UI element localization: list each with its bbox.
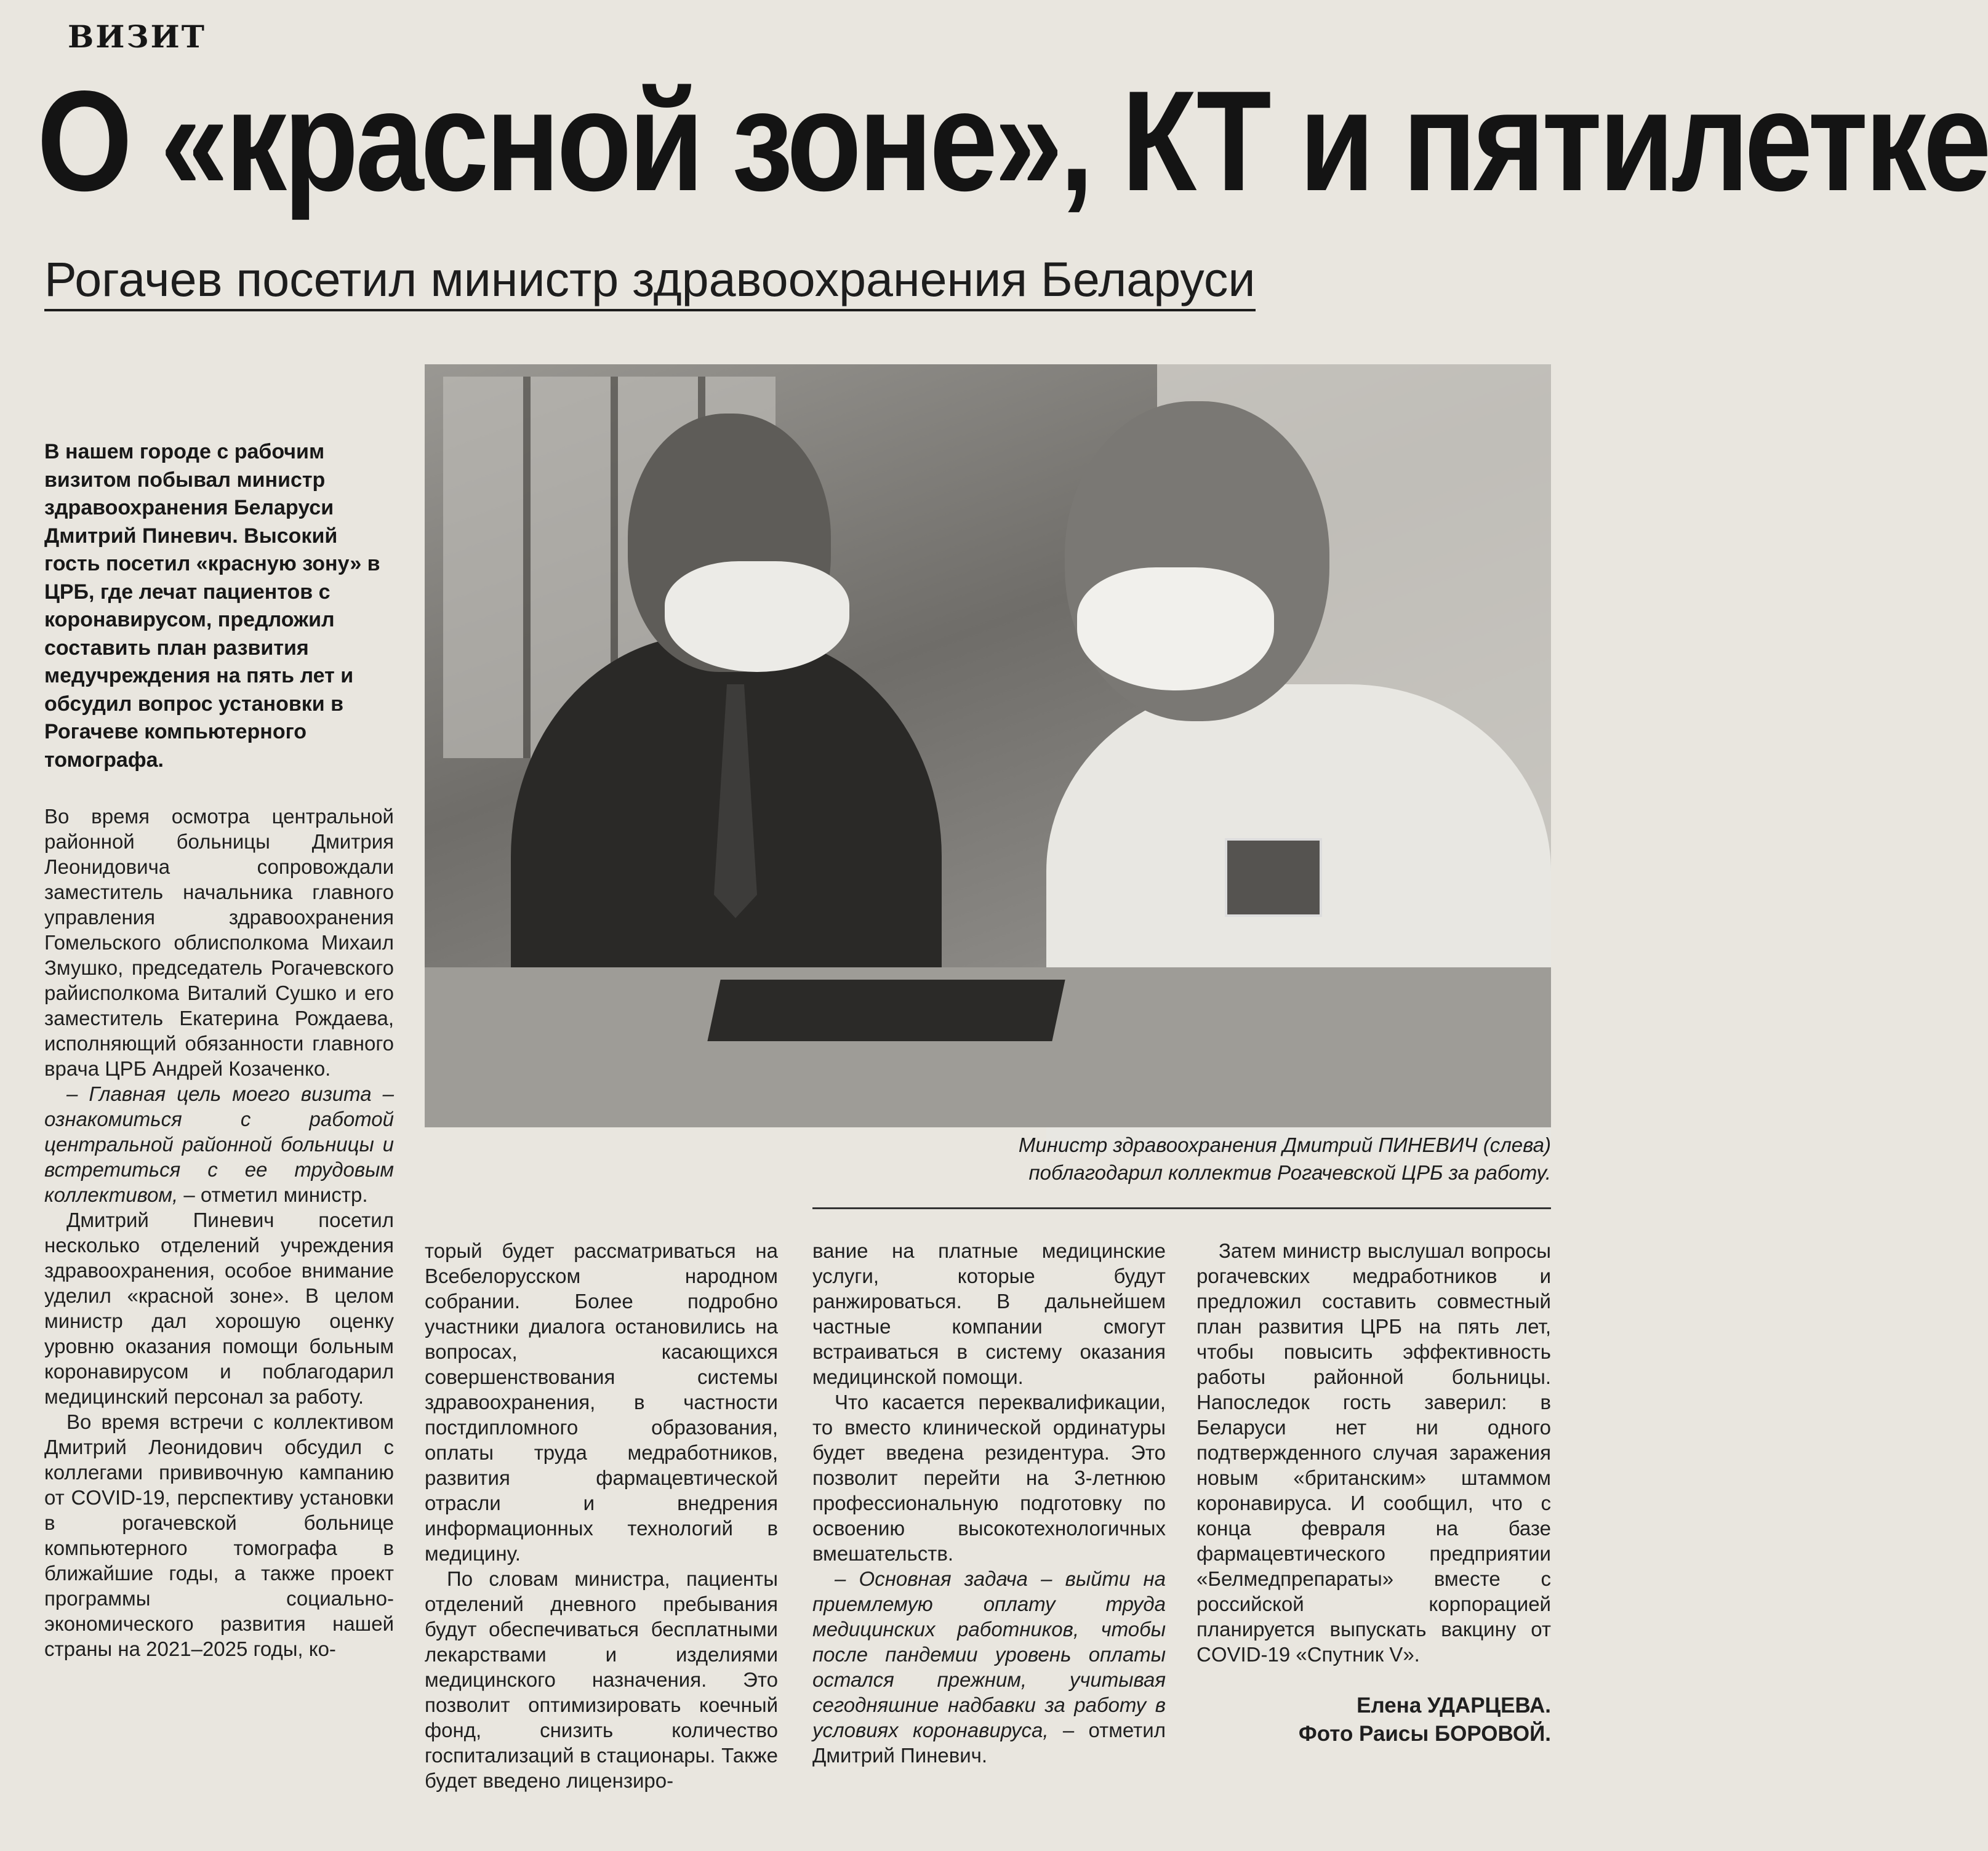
quote-paragraph — [812, 1566, 1166, 1768]
lead-paragraph: В нашем городе с рабочим визитом побывал министр здравоохранения Беларуси Дмитрий Пиневич. Высокий гость посетил «красную зону» в ЦРБ, где лечат пациентов с коронавирусом, предложил составить план развития медучреждения на пять лет и обсудил вопрос установки в Рогачеве компьютерного томографа. — [44, 440, 380, 772]
paragraph: Затем министр выслушал вопросы рогачевских медработников и предложил составить совместный план развития ЦРБ на пять лет, чтобы повысить эффективность работы районной больницы. Напоследок гость заверил: в Беларуси нет ни одного подтвержденного случая заражения новым «британским» штаммом коронавируса. И сообщил, что с конца февраля на базе фармацевтического предприятии «Белмедпрепараты» вместе с российской корпорацией планируется выпускать вакцину от COVID-19 «Спутник V». — [1196, 1239, 1551, 1666]
caption-line-1: Министр здравоохранения Дмитрий ПИНЕВИЧ (слева) — [1018, 1133, 1551, 1156]
headline: О «красной зоне», КТ и пятилетке — [37, 62, 1988, 221]
caption-line-2: поблагодарил коллектив Рогачевской ЦРБ за работу. — [1028, 1161, 1551, 1184]
author-name: Елена УДАРЦЕВА. — [1357, 1693, 1551, 1717]
article-column-1 — [44, 804, 394, 1661]
photo-caption — [1009, 1131, 1551, 1186]
paragraph: Во время осмотра центральной районной больницы Дмитрия Леонидовича сопровождали заместитель начальника главного управления здравоохранения Гомельского облисполкома Михаил Змушко, председатель Рогачевского райисполкома Виталий Сушко и его заместитель Екатерина Рождаева, исполняющий обязанности главного врача ЦРБ Андрей Козаченко. — [44, 805, 394, 1080]
photo-credit: Фото Раисы БОРОВОЙ. — [1298, 1722, 1551, 1746]
article-photo — [425, 364, 1551, 1120]
paragraph: Дмитрий Пиневич посетил несколько отделений учреждения здравоохранения, особое внимание уделил «красной зоне». В целом министр дал хорошую оценку уровню оказания помощи больным коронавирусом и поблагодарил медицинский персонал за работу. — [44, 1209, 394, 1408]
photo-minister-mask — [665, 561, 849, 672]
quote-text: – Главная цель моего визита – ознакомиться с работой центральной районной больницы и встретиться с ее трудовым коллективом, — [44, 1082, 394, 1206]
article-column-2 — [425, 1238, 778, 1793]
article-column-4 — [1196, 1238, 1551, 1748]
article-column-3 — [812, 1238, 1166, 1768]
quote-text: – Основная задача – выйти на приемлемую оплату труда медицинских работников, чтобы после пандемии уровень оплаты остался прежним, учитывая сегодняшние надбавки за работу в условиях коронавируса, — [812, 1567, 1166, 1741]
paragraph: торый будет рассматриваться на Всебелорусском народном собрании. Более подробно участники диалога остановились на вопросах, касающихся совершенствования системы здравоохранения, в частности постдипломного образования, оплаты труда медработников, развития фармацевтической отрасли и внедрения информационных технологий в медицину. — [425, 1239, 778, 1565]
quote-attribution: – отметил Дмитрий Пиневич. — [812, 1719, 1166, 1767]
subheadline: Рогачев посетил министр здравоохранения Беларуси — [44, 251, 1256, 311]
paragraph: Во время встречи с коллективом Дмитрий Леонидович обсудил с коллегами прививочную кампанию от COVID-19, перспективу установки в рогачевской больнице компьютерного томографа в ближайшие годы, а также проект программы социально-экономического развития нашей страны на 2021–2025 годы, ко- — [44, 1410, 394, 1660]
paragraph: вание на платные медицинские услуги, которые будут ранжироваться. В дальнейшем частные компании смогут встраиваться в систему оказания медицинской помощи. — [812, 1239, 1166, 1388]
quote-paragraph — [44, 1081, 394, 1207]
caption-divider — [812, 1207, 1551, 1209]
byline — [1196, 1692, 1551, 1748]
rubric: ВИЗИТ — [68, 18, 207, 55]
photo-badge — [1225, 838, 1322, 917]
paragraph: Что касается переквалификации, то вместо клинической ординатуры будет введена резидентура. Это позволит перейти на 3-летнюю профессиональную подготовку по освоению высокотехнологичных вмешательств. — [812, 1391, 1166, 1565]
photo-doctor-mask — [1077, 567, 1274, 690]
photo-folder — [707, 980, 1065, 1041]
quote-attribution: – отметил министр. — [178, 1183, 368, 1206]
paragraph: По словам министра, пациенты отделений дневного пребывания будут обеспечиваться бесплатными лекарствами и изделиями медицинского назначения. Это позволит оптимизировать коечный фонд, снизить количество госпитализаций в стационары. Также будет введено лицензиро- — [425, 1567, 778, 1792]
